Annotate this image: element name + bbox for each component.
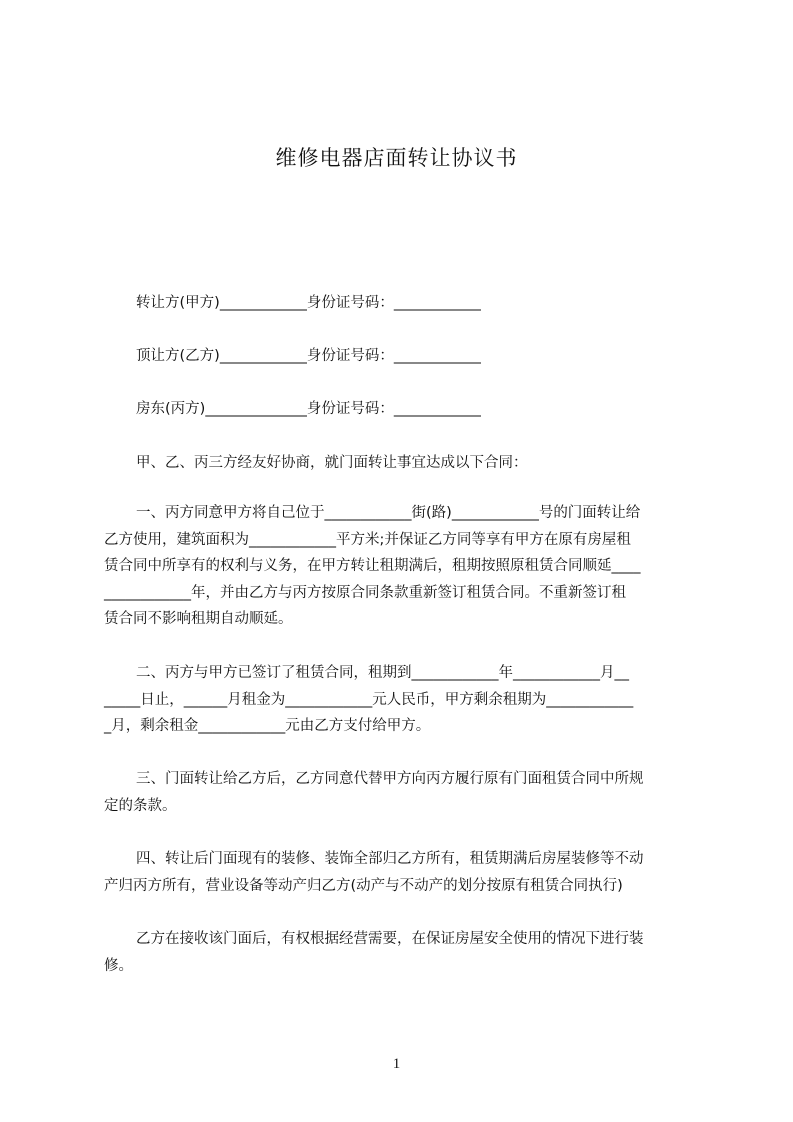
clause-line: 二、丙方与甲方已签订了租赁合同，租期到____________年____________月__ [136, 665, 629, 681]
document-title: 维修电器店面转让协议书 [275, 146, 518, 170]
clause-line: 赁合同中所享有的权利与义务，在甲方转让租期满后，租期按照原租赁合同顺延____ [104, 558, 641, 575]
party-line-transferee: 顶让方(乙方)____________身份证号码：____________ [136, 348, 481, 364]
clause-2 [104, 660, 704, 740]
clause-4 [104, 846, 704, 899]
clause-1 [104, 500, 704, 633]
party-line-landlord: 房东(丙方)______________身份证号码：____________ [136, 401, 481, 417]
clause-line: 乙方在接收该门面后，有权根据经营需要，在保证房屋安全使用的情况下进行装 [136, 931, 644, 947]
clause-line: _____日止，______月租金为____________元人民币，甲方剩余租期为____________ [104, 691, 634, 708]
clause-3 [104, 766, 704, 819]
clause-line: 乙方使用，建筑面积为____________平方米;并保证乙方同等享有甲方在原有房屋租 [104, 531, 631, 548]
party-line-transferor: 转让方(甲方)____________身份证号码：____________ [136, 295, 481, 311]
clause-line: 一、丙方同意甲方将自己位于____________街(路)____________号的门面转让给 [136, 505, 641, 521]
clause-line: ____________年，并由乙方与丙方按原合同条款重新签订租赁合同。不重新签订租 [104, 584, 626, 601]
clause-line: 赁合同不影响租期自动顺延。 [104, 611, 293, 628]
clause-line: 四、转让后门面现有的装修、装饰全部归乙方所有，租赁期满后房屋装修等不动 [136, 851, 644, 867]
clause-5 [104, 926, 704, 979]
page-number: 1 [392, 1056, 401, 1072]
clause-line: 三、门面转让给乙方后，乙方同意代替甲方向丙方履行原有门面租赁合同中所规 [136, 771, 644, 787]
clause-line: _月，剩余租金____________元由乙方支付给甲方。 [104, 718, 431, 735]
clause-line: 定的条款。 [104, 797, 177, 814]
clause-line: 修。 [104, 957, 133, 974]
intro-paragraph: 甲、乙、丙三方经友好协商，就门面转让事宜达成以下合同： [136, 455, 528, 471]
clause-line: 产归丙方所有，营业设备等动产归乙方(动产与不动产的划分按原有租赁合同执行) [104, 877, 623, 894]
